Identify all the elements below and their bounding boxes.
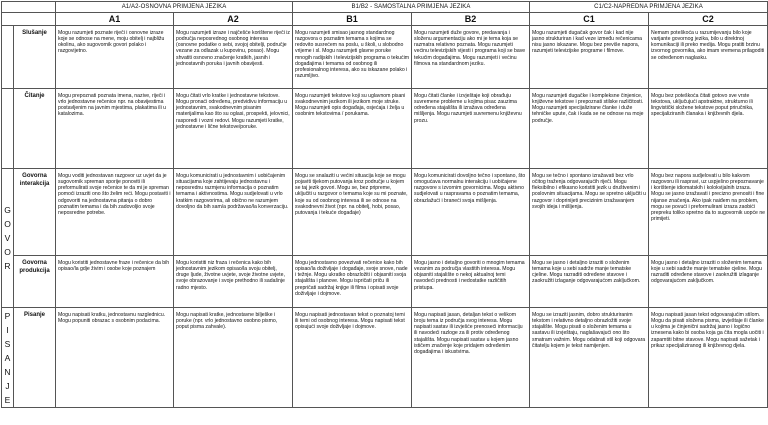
table-cell: Mogu razumjeti dugačke i kompleksne činjenice, književne tekstove i prepoznati stilske različitosti. Mogu razumjeti specijalizirane članke i duže tehničke upute, čak i kada se ne odnose na moje područje. [530,89,649,169]
table-cell: Mogu jednostavno povezivati rečenice kako bih opisao/la doživljaje i događaje, svoje snove, nade i težnje. Mogu ukratko obrazložiti i objasniti svoja stajališta i planove. Mogu ispričati priču ili prepričati sadržaj knjige ili filma i opisati svoje doživljaje i dojmove. [293,256,412,308]
table-cell: Mogu komunicirati dovoljno tečno i spontano, što omogućava normalnu interakciju i uobičajene razgovore s izvornim govornicima. Mogu aktivno sudjelovati u raspravama o poznatim temama, obrazlažući i braneći svoja mišljenja. [412,169,530,256]
corner-cell [2,2,56,13]
level-header-c2: C2 [649,13,768,26]
group-header-independent: B1/B2 - SAMOSTALNA PRIMJENA JEZIKA [293,2,530,13]
section-label-pisanje [2,308,14,408]
section-letter: I [6,324,9,335]
table-cell: Mogu koristiti niz fraza i rečenica kako bih jednostavnim jezikom opisao/la svoju obitelj, druge ljude, životne uvjete, svoje životne uvjete, svoje obrazovanje i svoje prethodno ili sadašnje radno mjesto. [174,256,293,308]
section-letter: N [4,366,11,377]
table-cell: Mogu komunicirati u jednostavnim i uobičajenim situacijama koje zahtijevaju jednostavnu i neposrednu razmjenu informacija o poznatim temama i aktivnostima. Mogu sudjelovati u vrlo kratkim razgovorima, ali obično ne razumjem dovoljno da bih sam/a podržavao/la konverzaciju. [174,169,293,256]
level-header-c1: C1 [530,13,649,26]
section-letter: V [4,233,11,243]
category-label: Slušanje [14,26,56,89]
level-header-a1: A1 [56,13,174,26]
table-cell: Mogu napisati jasan, detaljan tekst o velikom broju tema iz područja svog interesa. Mogu napisati sastav ili izvješće prenoseći informaciju ili navodeći razloge za ili protiv određenog stajališta. Mogu napisati sastav u kojem jasno ističem značenje koje pridajem određenim događajima i iskustvima. [412,308,530,408]
table-cell: Mogu čitati vrlo kratke i jednostavne tekstove. Mogu pronaći određenu, predvidivu informaciju u jednostavnim, svakodnevnim pisanim materijalima kao što su oglasi, prospekti, jelovnici, rasporedi i vozni redovi. Mogu razumjeti kratke, jednostavne i lične tekstove/poruke. [174,89,293,169]
table-row-slusanje [2,26,768,89]
table-cell: Mogu napisati jednostavan tekst o poznatoj temi ili temi od osobnog interesa. Mogu napisati tekst opisujući svoje doživljaje i dojmove. [293,308,412,408]
blank-side-cell [2,26,14,89]
table-cell: Mogu se jasno i detaljno izraziti o složenim temama koje u sebi sadrže manje tematske cjeline. Mogu razraditi određene stavove i zaokružiti izlaganje odgovarajućom zaključkom. [530,256,649,308]
category-label: Govorna produkcija [14,256,56,308]
section-letter: G [4,205,11,215]
table-cell: Mogu napisati kratke, jednostavne bilješke i poruke (npr. vrlo jednostavno osobno pismo, poput pisma zahvale). [174,308,293,408]
table-row-govorna-interakcija [2,169,768,256]
table-cell: Mogu koristiti jednostavne fraze i rečenice da bih opisao/la gdje živim i osobe koje poznajem [56,256,174,308]
section-letter: R [4,261,11,271]
language-levels-table [1,1,768,408]
section-letter: P [4,310,11,321]
section-label-govor [2,169,14,308]
category-label: Govorna interakcija [14,169,56,256]
corner-cell-2 [2,13,56,26]
table-cell: Mogu se tečno i spontano izražavati bez vrlo očitog traženja odgovarajućih riječi. Mogu fleksibilno i efikasno koristiti jezik u društvenim i poslovnim situacijama. Mogu se spretno uključiti u razgovor i doprinijeti precizinim izražavanjem svojih ideja i mišljenja. [530,169,649,256]
table-cell: Mogu napisati kratku, jednostavnu razglednicu. Mogu popuniti obrazac s osobnim podacima. [56,308,174,408]
group-header-basic: A1/A2-OSNOVNA PRIMJENA JEZIKA [56,2,293,13]
table-cell: Mogu se izraziti jasnim, dobro strukturiranim tekstom i relativno detaljno obrazložiti svoje stajalište. Mogu pisati o složenim temama u sastavu ili izvještaju, naglašavajući ono što smatram važnim. Mogu odabrati stil koji odgovara čitatelju kojem je tekst namijenjen. [530,308,649,408]
table-cell: Mogu jasno i detaljno govoriti o mnogim temama vezanim za područja vlastitih interesa. Mogu objasniti stajalište o nekoj aktualnoj temi navodeći prednosti i nedostatke različitih pristupa. [412,256,530,308]
section-letter: A [4,352,11,363]
table-cell: Mogu jasno i detaljno izraziti o složenim temama koje u sebi sadrže manje tematske cjeline. Mogu razraditi određene stavove i zaokružiti izlaganje odgovarajućom zaključkom. [649,256,768,308]
level-header-b2: B2 [412,13,530,26]
section-letter: O [4,219,11,229]
section-letter: S [4,338,11,349]
table-cell: Mogu bez poteškoća čitati gotovo sve vrste tekstova, uključujući apstraktne, strukturno ili lingvistički složene tekstove poput priručnika, specijaliziranih članaka i književnih djela. [649,89,768,169]
category-label: Pisanje [14,308,56,408]
level-header-row [2,13,768,26]
level-header-b1: B1 [293,13,412,26]
table-cell: Nemam poteškoća u razumijevanju bilo koje varijante govornog jezika, bilo u direktnoj komunikaciji ili preko medija. Mogu pratiti brzinu izvornog govornika, ako imam vremena prilagoditi se određenom naglasku. [649,26,768,89]
table-cell: Mogu razumjeti duže govore, predavanja i složenu argumentaciju ako mi je tema koja se razmatra relativno poznata. Mogu razumjeti većinu televizijskih vijesti i programa koji se bave tekućim događajima. Mogu razumjeti i većinu filmova na standardnom jeziku. [412,26,530,89]
section-letter: J [5,380,10,391]
table-row-govorna-produkcija [2,256,768,308]
table-cell: Mogu voditi jednostavan razgovor uz uvjet da je sugovornik spreman sporije ponoviti ili preformulirati svoje rečenice te da mi je spreman pomoći izraziti ono što želim reći. Mogu postaviti i odgovoriti na jednostavna pitanja o dobro poznatim temama i da bih zadovoljio svoje neposredne potrebe. [56,169,174,256]
level-header-a2: A2 [174,13,293,26]
section-letter: O [4,247,11,257]
table-cell: Mogu razumjeti dugačak govor čak i kad nije jasno strukturiran i kad veze između rečenicama nisu jasno iskazane. Mogu bez previše napora, razumjeti televizijske programe i filmove. [530,26,649,89]
table-cell: Mogu razumjeti izraze i najčešće korištene riječi iz područja neposrednog osobnog interesa (osnovne podatke o sebi, svojoj obitelji, područje vezane za odlazak u kupovinu, posao). Mogu shvatiti osnovno značenje kratkih, jasnih i jednostavnih poruka i javnih obavijesti. [174,26,293,89]
table-cell: Mogu se snalaziti u većini situacija koje se mogu pojaviti tijekom putovanja kroz područje u kojem se taj jezik govori. Mogu se, bez pripreme, uključiti u razgovor o temama koje su mi poznate, koje su od osobnog interesa ili se odnose na svakodnevni život (npr. na obitelj, hobi, posao, putovanja i tekuće događaje) [293,169,412,256]
category-label: Čitanje [14,89,56,169]
table-row-pisanje [2,308,768,408]
table-cell: Mogu razumjeti poznate riječi i osnovne izraze koje se odnose na mene, moju obitelj i najbližu okolinu, ako sugovornik govori polako i razgovijetno. [56,26,174,89]
table-cell: Mogu razumjeti smisao jasnog standardnog razgovora o poznatim temama s kojima se redovito susrećem na poslu, u školi, u slobodno vrijeme i sl. Mogu razumjeti glavne poruke mnogih radijskih i televizijskih programa o tekućim događajima i temama od osobnog ili profesionalnog interesa, ako su iskazane polako i razumljivo. [293,26,412,89]
table-cell: Mogu prepoznati poznata imena, nazive, riječi i vrlo jednostavne rečenice npr. na obavijestima postavljenim na javnim mjestima, plakatima ili u katalozima. [56,89,174,169]
table-cell: Mogu napisati jasan tekst odgovarajućim stilom. Mogu da pisati složena pisma, izvještaje ili članke u kojima je činjenični sadržaj jasno i logično iznesena kako bi osoba koja ga čita mogla uočiti i zapamtiti bitne stavove. Mogu napisati sažetak i prikaz specijaliziranog ili književnog djela. [649,308,768,408]
blank-side-cell [2,89,14,169]
table-row-citanje [2,89,768,169]
group-header-proficient: C1/C2-NAPREDNA PRIMJENA JEZIKA [530,2,768,13]
table-cell: Mogu bez napora sudjelovati u bilo kakvom razgovoru ili raspravi, uz uspješno prepoznavanje i korištenje idiomatskih i kolokvijalnih izraza. Mogu se jasno izražavati i precizno prenositi i fine nijanse značenja. Ako ipak naiđem na problem, mogu se povući i preformulirani izraza zaobići prepreku toliko spretno da to sugovornik uopće ne primijeti. [649,169,768,256]
section-letter: E [4,394,11,405]
group-header-row [2,2,768,13]
table-cell: Mogu razumjeti tekstove koji su uglavnom pisani svakodnevnim jezikom ili jezikom moje struke. Mogu razumjeti opis događaja, osjećaja i želja u osobnim tekstovima / porukama. [293,89,412,169]
table-cell: Mogu čitati članke i izvještaje koji obrađuju suvremene probleme u kojima pisac zauzima određena stajališta ili izražava određena mišljenja. Mogu razumjeti suvremenu književnu prozu. [412,89,530,169]
